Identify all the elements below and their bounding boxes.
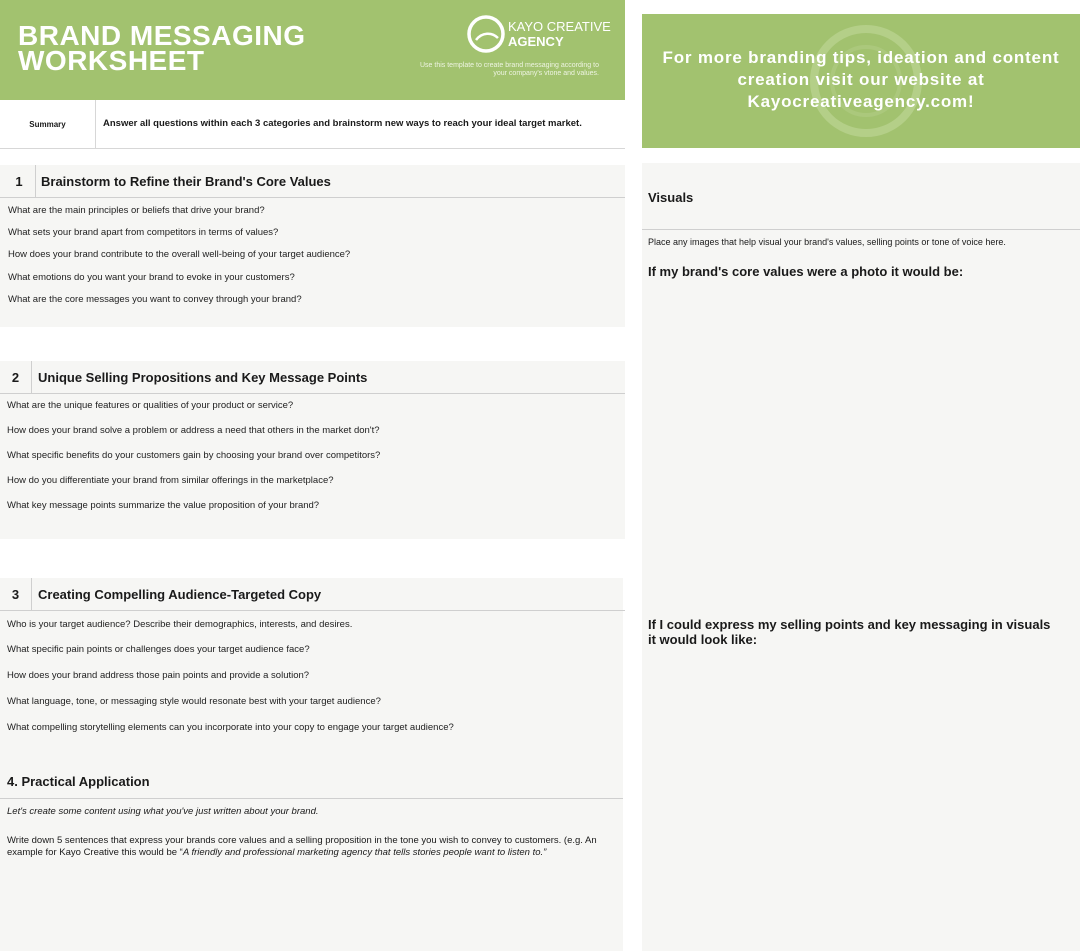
visuals-hint: Place any images that help visual your brand's values, selling points or tone of voice here. (648, 237, 1006, 247)
practical-intro: Let's create some content using what you've just written about your brand. (7, 806, 319, 817)
example-text: A friendly and professional marketing agency that tells stories people want to listen to.” (182, 847, 547, 858)
summary-row (0, 100, 625, 149)
section-number: 1 (3, 165, 36, 197)
section-title: Creating Compelling Audience-Targeted Copy (38, 587, 322, 602)
practical-title: 4. Practical Application (7, 774, 150, 789)
header-tagline: Use this template to create brand messaging according to your company's vtone and values. (420, 62, 599, 77)
question-item: What specific benefits do your customers gain by choosing your brand over competitors? (7, 450, 381, 461)
question-item: What key message points summarize the value proposition of your brand? (7, 500, 320, 511)
question-item: What compelling storytelling elements can you incorporate into your copy to engage your target audience? (7, 722, 454, 733)
practical-instruction (7, 835, 619, 859)
divider (642, 229, 1080, 230)
section-core-values (0, 165, 625, 327)
summary-label: Summary (0, 100, 96, 148)
section-audience-copy (0, 578, 623, 951)
section-header (0, 361, 625, 394)
title-line-1: BRAND MESSAGING (18, 20, 306, 51)
visuals-panel (642, 163, 1080, 951)
section-header (0, 578, 625, 611)
question-item: Who is your target audience? Describe their demographics, interests, and desires. (7, 619, 353, 630)
question-item: What emotions do you want your brand to evoke in your customers? (8, 272, 295, 283)
section-header (0, 165, 625, 198)
section-selling-propositions (0, 361, 625, 539)
section-number: 3 (0, 578, 32, 610)
promo-text: For more branding tips, ideation and content creation visit our website at Kayocreativeagency.com! (662, 48, 1060, 111)
question-item: What are the core messages you want to convey through your brand? (8, 294, 302, 305)
promo-banner (642, 14, 1080, 148)
visual-prompt-selling-points: If I could express my selling points and key messaging in visuals it would look like: (648, 617, 1051, 647)
question-item: How do you differentiate your brand from similar offerings in the marketplace? (7, 475, 334, 486)
question-item: What are the main principles or beliefs that drive your brand? (8, 205, 265, 216)
summary-text: Answer all questions within each 3 categories and brainstorm new ways to reach your ideal target market. (103, 118, 582, 129)
question-item: What sets your brand apart from competitors in terms of values? (8, 227, 279, 238)
instruction-text: Write down 5 sentences that express your brands core values and a selling proposition in the tone you wish to convey to customers. (e.g. An example for Kayo Creative this would be “ (7, 835, 597, 858)
title-line-2: WORKSHEET (18, 45, 205, 76)
worksheet-header (0, 0, 625, 100)
visual-prompt-core-values: If my brand's core values were a photo it would be: (648, 264, 964, 279)
question-item: What language, tone, or messaging style would resonate best with your target audience? (7, 696, 381, 707)
divider (0, 798, 623, 799)
section-title: Unique Selling Propositions and Key Message Points (38, 370, 368, 385)
question-item: How does your brand address those pain points and provide a solution? (7, 670, 310, 681)
logo-name-line-1: KAYO CREATIVE (508, 19, 611, 34)
section-title: Brainstorm to Refine their Brand's Core Values (41, 174, 331, 189)
page-title (18, 20, 306, 76)
agency-logo-text (508, 19, 611, 49)
question-item: How does your brand contribute to the overall well-being of your target audience? (8, 249, 351, 260)
visuals-title: Visuals (648, 190, 694, 205)
logo-name-line-2: AGENCY (508, 34, 564, 49)
question-item: What specific pain points or challenges does your target audience face? (7, 644, 310, 655)
question-item: What are the unique features or qualities of your product or service? (7, 400, 294, 411)
section-number: 2 (0, 361, 32, 393)
question-item: How does your brand solve a problem or address a need that others in the market don't? (7, 425, 380, 436)
swirl-logo-icon (466, 14, 506, 54)
